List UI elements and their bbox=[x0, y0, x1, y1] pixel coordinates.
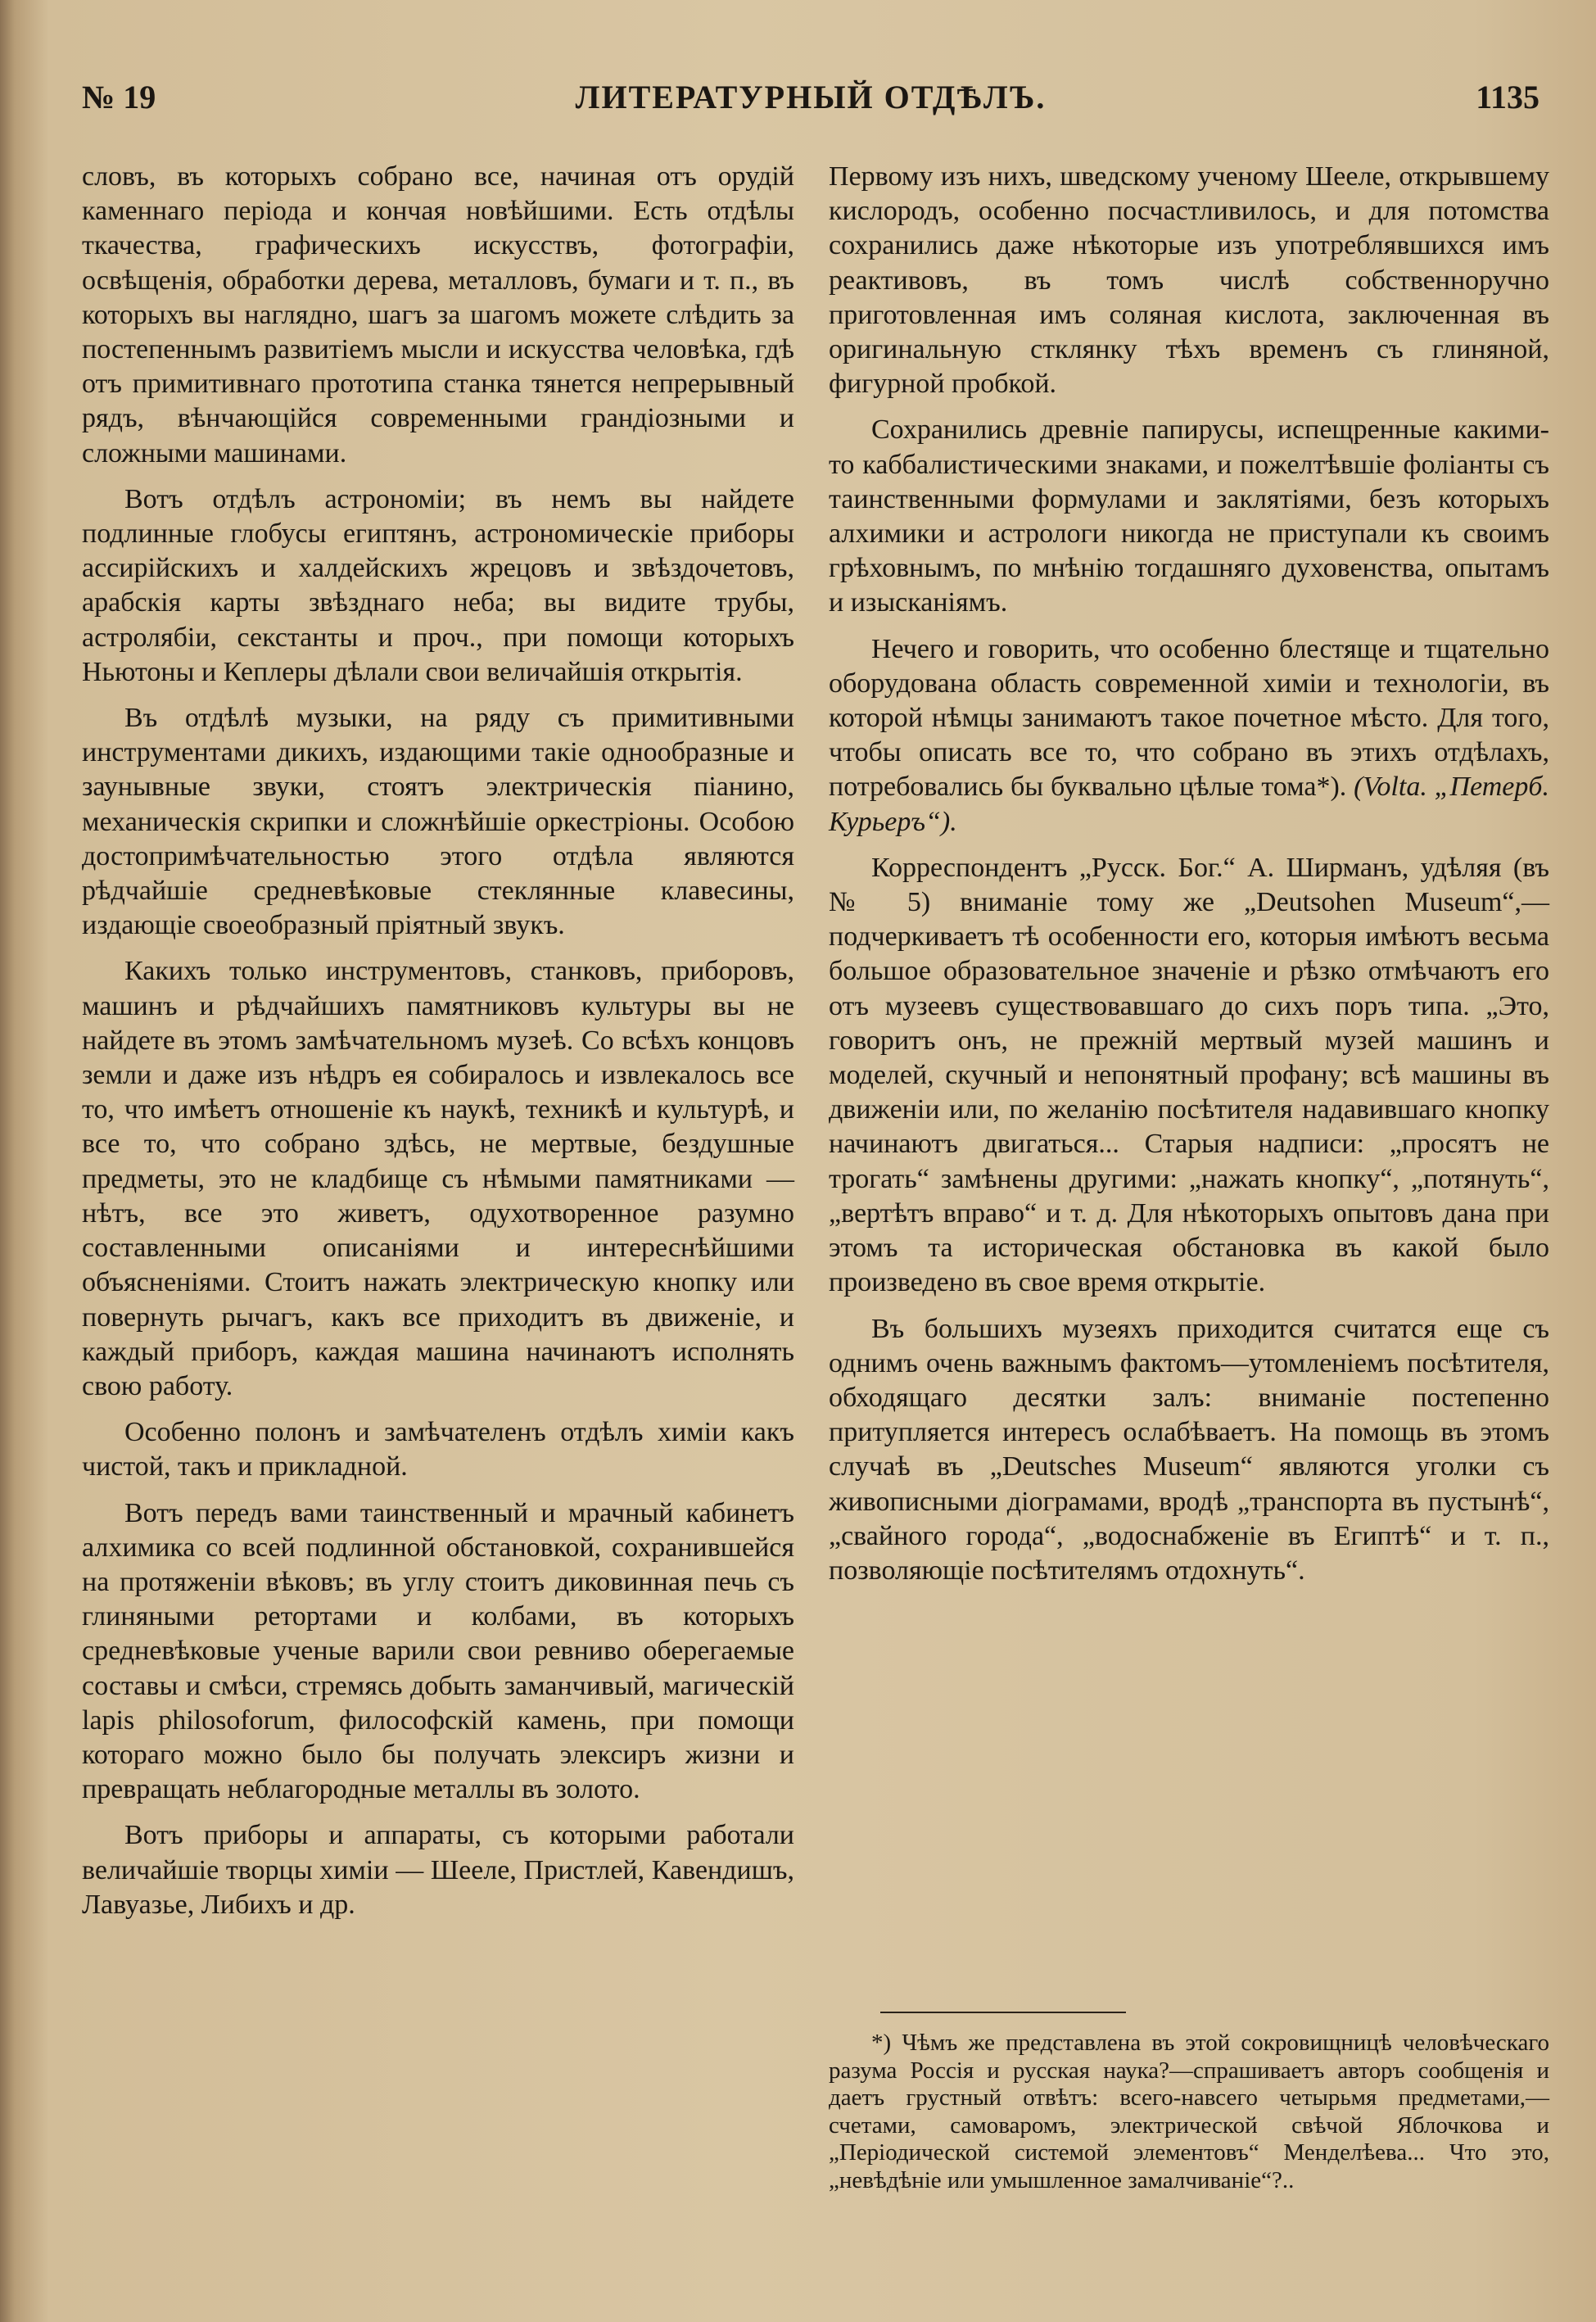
paragraph: Вотъ передъ вами таинственный и мрачный кабинетъ алхимика со всей подлинной обстановкой, сохранившейся на протяженіи вѣковъ; въ углу стоитъ диковинная печь съ глиняными ретортами и колбами, въ которыхъ средневѣковые ученые варили свои ревниво оберегаемые составы и смѣси, стремясь добыть заманчивый, магическій lapis philosoforum, философскій камень, при помощи котораго можно было бы получать элексиръ жизни и превращать неблагородные металлы въ золото. bbox=[82, 1497, 794, 1805]
paragraph: Особенно полонъ и замѣчателенъ отдѣлъ химіи какъ чистой, такъ и прикладной. bbox=[82, 1417, 794, 1482]
paragraph: словъ, въ которыхъ собрано все, начиная отъ орудій каменнаго періода и кончая новѣйшими. Есть отдѣлы ткачества, графическихъ искусствъ, фотографіи, освѣщенія, обработки дерева, металловъ, бумаги и т. п., въ которыхъ вы наглядно, шагъ за шагомъ можете слѣдить за постепеннымъ развитіемъ мысли и искусства человѣка, гдѣ отъ примитивнаго прототипа станка тянется непрерывный рядъ, вѣнчающійся современными грандіозными и сложными машинами. bbox=[82, 161, 794, 468]
footnote-divider bbox=[880, 2012, 1126, 2013]
paragraph: Въ отдѣлѣ музыки, на ряду съ примитивными инструментами дикихъ, издающими такіе однообразные и заунывные звуки, стоятъ электрическія піанино, механическія скрипки и сложнѣйшіе оркестріоны. Особою достопримѣчательностью этого отдѣла являются рѣдчайшіе средневѣковые стеклянные клавесины, издающіе своеобразный пріятный звукъ. bbox=[82, 703, 794, 941]
source-citation: (Volta. „Петерб. Курьеръ“). bbox=[829, 772, 1549, 837]
running-header bbox=[82, 78, 1539, 127]
paragraph: Сохранились древніе папирусы, испещренные какими-то каббалистическими знаками, и пожелтѣвшіе фоліанты съ таинственными формулами и заклятіями, безъ которыхъ алхимики и астрологи никогда не приступали къ своимъ грѣховнымъ, по мнѣнію тогдашняго духовенства, опытамъ и изысканіямъ. bbox=[829, 414, 1549, 618]
paragraph: Вотъ отдѣлъ астрономіи; въ немъ вы найдете подлинные глобусы египтянъ, астрономическіе приборы ассирійскихъ и халдейскихъ жрецовъ и звѣздочетовъ, арабскія карты звѣзднаго неба; вы видите трубы, астролябіи, секстанты и проч., при помощи которыхъ Ньютоны и Кеплеры дѣлали свои величайшія открытія. bbox=[82, 483, 794, 687]
paragraph: Первому изъ нихъ, шведскому ученому Шееле, открывшему кислородъ, особенно посчастливилось, и для потомства сохранились даже нѣкоторые изъ употреблявшихся имъ реактивовъ, въ томъ числѣ собственноручно приготовленная имъ соляная кислота, заключенная въ оригинальную стклянку тѣхъ временъ съ глиняной, фигурной пробкой. bbox=[829, 161, 1549, 400]
right-column bbox=[829, 160, 1549, 1588]
paragraph: Корреспондентъ „Русск. Бог.“ А. Ширманъ, удѣляя (въ № 5) вниманіе тому же „Deutsohen Museum“,—подчеркиваетъ тѣ особенности его, которыя имѣютъ весьма большое образовательное значеніе и рѣзко отмѣчаютъ его отъ музеевъ существовавшаго до сихъ поръ типа. „Это, говоритъ онъ, не прежній мертвый музей машинъ и моделей, скучный и непонятный профану; всѣ машины въ движеніи или, по желанію посѣтителя надавившаго кнопку начинаютъ двигаться... Старыя надписи: „просятъ не трогать“ замѣнены другими: „нажать кнопку“, „потянуть“, „вертѣтъ вправо“ и т. д. Для нѣкоторыхъ опытовъ дана при этомъ та историческая обстановка въ какой было произведено въ свое время открытіе. bbox=[829, 852, 1549, 1298]
paragraph: Какихъ только инструментовъ, станковъ, приборовъ, машинъ и рѣдчайшихъ памятниковъ культуры вы не найдете въ этомъ замѣчательномъ музеѣ. Со всѣхъ концовъ земли и даже изъ нѣдръ ея собиралось и извлекалось все то, что имѣетъ отношеніе къ наукѣ, техникѣ и культурѣ, и все то, что собрано здѣсь, не мертвые, бездушные предметы, это не кладбище съ нѣмыми памятниками — нѣтъ, все это живетъ, одухотворенное разумно составленными описаніями и интереснѣйшими объясненіями. Стоитъ нажать электрическую кнопку или повернуть рычагъ, какъ все приходитъ въ движеніе, и каждый приборъ, каждая машина начинаютъ исполнять свою работу. bbox=[82, 956, 794, 1401]
issue-number: № 19 bbox=[82, 79, 156, 115]
paragraph-text: Нечего и говорить, что особенно блестяще и тщательно оборудована область современной химіи и технологіи, въ которой нѣмцы занимаютъ такое почетное мѣсто. Для того, чтобы описать все то, что собрано въ этихъ отдѣлахъ, потребовались бы буквально цѣлые тома*). bbox=[829, 633, 1549, 803]
paragraph: Вотъ приборы и аппараты, съ которыми работали величайшіе творцы химіи — Шееле, Пристлей, Кавендишъ, Лавуазье, Либихъ и др. bbox=[82, 1820, 794, 1920]
paragraph: Въ большихъ музеяхъ приходится считатся еще съ однимъ очень важнымъ фактомъ—утомленіемъ посѣтителя, обходящаго десятки залъ: вниманіе постепенно притупляется интересъ ослабѣваетъ. На помощь въ этомъ случаѣ въ „Deutsches Museum“ являются уголки съ живописными діограмами, вродѣ „транспорта въ пустынѣ“, „свайного города“, „водоснабженіе въ Египтѣ“ и т. п., позволяющіе посѣтителямъ отдохнуть“. bbox=[829, 1313, 1549, 1586]
page-number: 1135 bbox=[1476, 79, 1539, 115]
left-column bbox=[82, 160, 794, 1922]
paragraph bbox=[829, 632, 1549, 840]
section-title: ЛИТЕРАТУРНЫЙ ОТДѢЛЪ. bbox=[575, 79, 1047, 115]
footnote: *) Чѣмъ же представлена въ этой сокровищницѣ человѣческаго разума Россія и русская наука?—спрашиваетъ авторъ сообщенія и даетъ грустный отвѣтъ: всего-навсего четырьмя предметами,—счетами, самоваромъ, электрической свѣчой Яблочкова и „Періодической системой элементовъ“ Менделѣева... Что это, „невѣдѣніе или умышленное замалчиваніе“?.. bbox=[829, 2030, 1549, 2193]
